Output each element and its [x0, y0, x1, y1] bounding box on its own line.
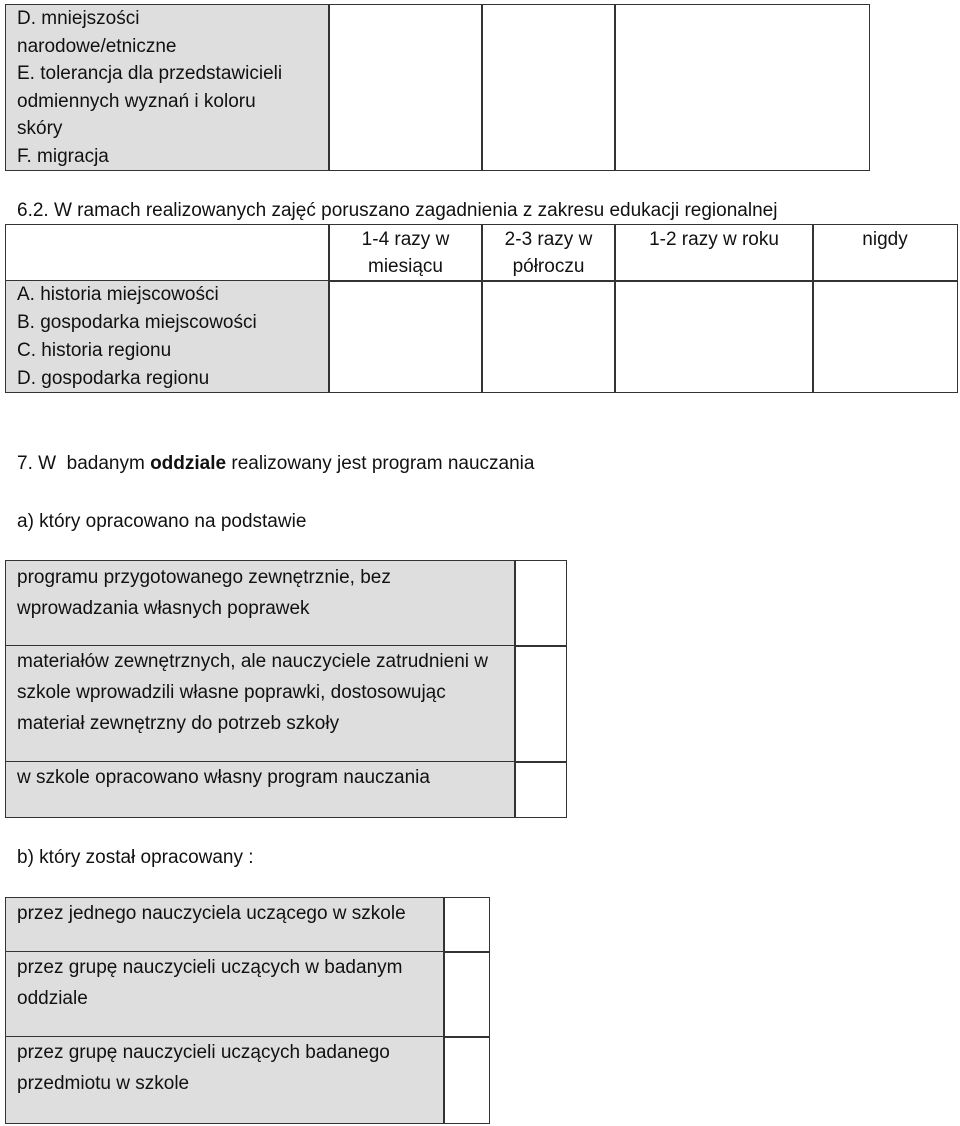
top-table-line: narodowe/etniczne — [17, 35, 177, 57]
option-checkbox[interactable] — [443, 1036, 490, 1124]
answer-cell[interactable] — [812, 280, 958, 393]
top-table-line: odmiennych wyznań i koloru — [17, 90, 256, 112]
header-cell — [614, 224, 814, 282]
option-cell — [5, 1036, 445, 1124]
header-line: 2-3 razy w — [504, 229, 593, 250]
option-cell — [5, 645, 516, 763]
option-text: przez grupę nauczycieli uczących badanego przedmiotu w szkole — [17, 1042, 390, 1094]
section-7-title-bold: oddziale — [150, 453, 227, 474]
option-checkbox[interactable] — [514, 560, 567, 647]
top-table-line: skóry — [17, 118, 63, 139]
top-table-check-cell[interactable] — [481, 4, 616, 171]
section-7-title-post: realizowany jest program nauczania — [226, 453, 535, 474]
option-checkbox[interactable] — [514, 761, 567, 818]
table-row-label: B. gospodarka miejscowości — [17, 312, 257, 333]
section-7-number: 7. — [17, 453, 33, 474]
part-a-label: a) który opracowano na podstawie — [17, 511, 307, 532]
option-checkbox[interactable] — [443, 951, 490, 1038]
header-corner-cell — [5, 224, 330, 282]
table-row-label: C. historia regionu — [17, 340, 172, 361]
option-checkbox[interactable] — [514, 645, 567, 763]
option-cell — [5, 897, 445, 953]
option-checkbox[interactable] — [443, 897, 490, 953]
header-line: 1-4 razy w — [361, 229, 450, 250]
table-row-label: A. historia miejscowości — [17, 284, 219, 305]
top-table-line: D. mniejszości — [17, 8, 140, 29]
answer-cell[interactable] — [481, 280, 616, 393]
top-table-line: E. tolerancja dla przedstawicieli — [17, 63, 283, 84]
option-cell — [5, 560, 516, 647]
header-line: miesiącu — [368, 256, 443, 277]
section-7-title — [17, 450, 534, 478]
option-cell — [5, 951, 445, 1038]
header-line: nigdy — [862, 229, 908, 250]
top-table-check-cell[interactable] — [614, 4, 870, 171]
option-text: przez grupę nauczycieli uczących w badanym oddziale — [17, 957, 403, 1009]
top-table-line: F. migracja — [17, 145, 109, 167]
answer-cell[interactable] — [614, 280, 814, 393]
top-table-check-cell[interactable] — [328, 4, 483, 171]
option-cell — [5, 761, 516, 818]
header-cell — [481, 224, 616, 282]
answer-cell[interactable] — [328, 280, 483, 393]
section-7-title-pre: W badanym — [38, 453, 151, 474]
option-text: w szkole opracowano własny program nauczania — [17, 767, 430, 788]
option-text: programu przygotowanego zewnętrznie, bez wprowadzania własnych poprawek — [17, 567, 391, 619]
option-text: materiałów zewnętrznych, ale nauczyciele zatrudnieni w szkole wprowadzili własne poprawki, dostosowując materiał zewnętrzny do potrzeb szkoły — [17, 651, 489, 734]
header-cell — [812, 224, 958, 282]
header-cell — [328, 224, 483, 282]
header-line: 1-2 razy w roku — [649, 229, 779, 250]
option-text: przez jednego nauczyciela uczącego w szkole — [17, 903, 406, 924]
table-row-label: D. gospodarka regionu — [17, 368, 210, 389]
section-6-2-title: 6.2. W ramach realizowanych zajęć poruszano zagadnienia z zakresu edukacji regionalnej — [17, 200, 778, 221]
header-line: półroczu — [512, 256, 585, 277]
part-b-label: b) który został opracowany : — [17, 847, 254, 868]
